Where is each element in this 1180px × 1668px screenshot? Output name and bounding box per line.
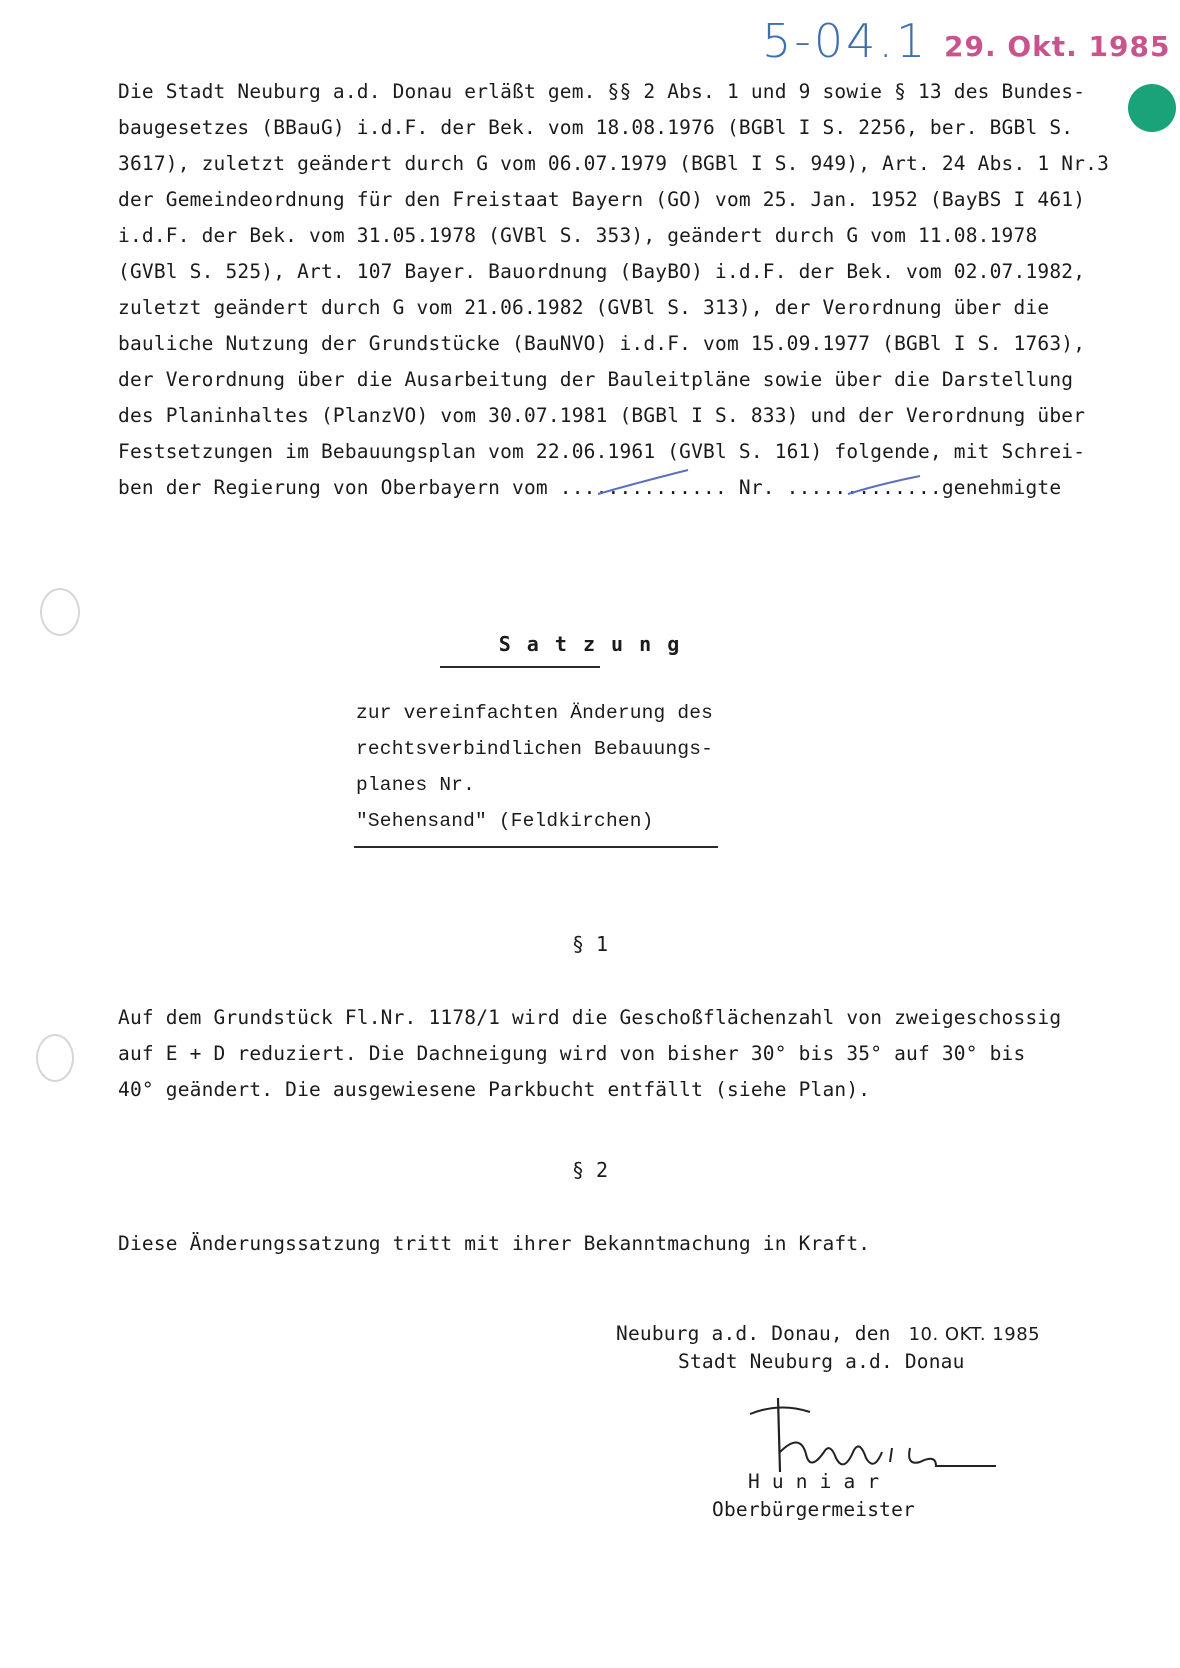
section-1-line: 40° geändert. Die ausgewiesene Parkbucht entfällt (siehe Plan). bbox=[118, 1078, 871, 1101]
preamble-line: 3617), zuletzt geändert durch G vom 06.07.1979 (BGBl I S. 949), Art. 24 Abs. 1 Nr.3 bbox=[118, 152, 1110, 175]
place-prefix: Neuburg a.d. Donau, den bbox=[616, 1322, 891, 1345]
section-2-number: § 2 bbox=[571, 1158, 609, 1182]
signer-name: H u n i a r bbox=[748, 1470, 880, 1493]
signer-title: Oberbürgermeister bbox=[712, 1498, 915, 1521]
section-2-line: Diese Änderungssatzung tritt mit ihrer Bekanntmachung in Kraft. bbox=[118, 1232, 871, 1255]
preamble-line: des Planinhaltes (PlanzVO) vom 30.07.1981 (BGBl I S. 833) und der Verordnung über bbox=[118, 404, 1086, 427]
preamble-line: ben der Regierung von Oberbayern vom .............. Nr. .............genehmigte bbox=[118, 476, 1062, 499]
preamble-line: der Verordnung über die Ausarbeitung der Bauleitpläne sowie über die Darstellung bbox=[118, 368, 1074, 391]
subtitle-line: zur vereinfachten Änderung des bbox=[356, 702, 714, 724]
pen-strokes bbox=[0, 0, 1180, 520]
preamble-line: Die Stadt Neuburg a.d. Donau erläßt gem. §§ 2 Abs. 1 und 9 sowie § 13 des Bundes- bbox=[118, 80, 1086, 103]
document-title: S a t z u n g bbox=[498, 632, 682, 656]
subtitle-line: "Sehensand" (Feldkirchen) bbox=[356, 810, 654, 832]
preamble-line: (GVBl S. 525), Art. 107 Bayer. Bauordnung (BayBO) i.d.F. der Bek. vom 02.07.1982, bbox=[118, 260, 1086, 283]
received-date-stamp: 29. Okt. 1985 bbox=[944, 30, 1171, 63]
preamble-line: i.d.F. der Bek. vom 31.05.1978 (GVBl S. 353), geändert durch G vom 11.08.1978 bbox=[118, 224, 1038, 247]
punch-hole-bottom bbox=[36, 1034, 74, 1082]
preamble-line: bauliche Nutzung der Grundstücke (BauNVO) i.d.F. vom 15.09.1977 (BGBl I S. 1763), bbox=[118, 332, 1086, 355]
issuing-authority: Stadt Neuburg a.d. Donau bbox=[678, 1350, 965, 1373]
subtitle-underline bbox=[354, 846, 718, 848]
subtitle-line: planes Nr. bbox=[356, 774, 476, 796]
title-underline bbox=[440, 666, 600, 668]
section-1-line: auf E + D reduziert. Die Dachneigung wird von bisher 30° bis 35° auf 30° bis bbox=[118, 1042, 1026, 1065]
subtitle-line: rechtsverbindlichen Bebauungs- bbox=[356, 738, 714, 760]
section-1-line: Auf dem Grundstück Fl.Nr. 1178/1 wird die Geschoßflächenzahl von zweigeschossig bbox=[118, 1006, 1062, 1029]
preamble-line: der Gemeindeordnung für den Freistaat Bayern (GO) vom 25. Jan. 1952 (BayBS I 461) bbox=[118, 188, 1086, 211]
date-stamp: 10. OKT. 1985 bbox=[908, 1324, 1041, 1345]
place-and-date bbox=[616, 1322, 1040, 1345]
section-1-number: § 1 bbox=[571, 932, 609, 956]
preamble-line: zuletzt geändert durch G vom 21.06.1982 (GVBl S. 313), der Verordnung über die bbox=[118, 296, 1050, 319]
registry-number-stamp: 5-04.1 bbox=[762, 14, 929, 68]
preamble-line: baugesetzes (BBauG) i.d.F. der Bek. vom 18.08.1976 (BGBl I S. 2256, ber. BGBl S. bbox=[118, 116, 1074, 139]
punch-hole-top bbox=[40, 588, 80, 636]
preamble-line: Festsetzungen im Bebauungsplan vom 22.06.1961 (GVBl S. 161) folgende, mit Schrei- bbox=[118, 440, 1086, 463]
